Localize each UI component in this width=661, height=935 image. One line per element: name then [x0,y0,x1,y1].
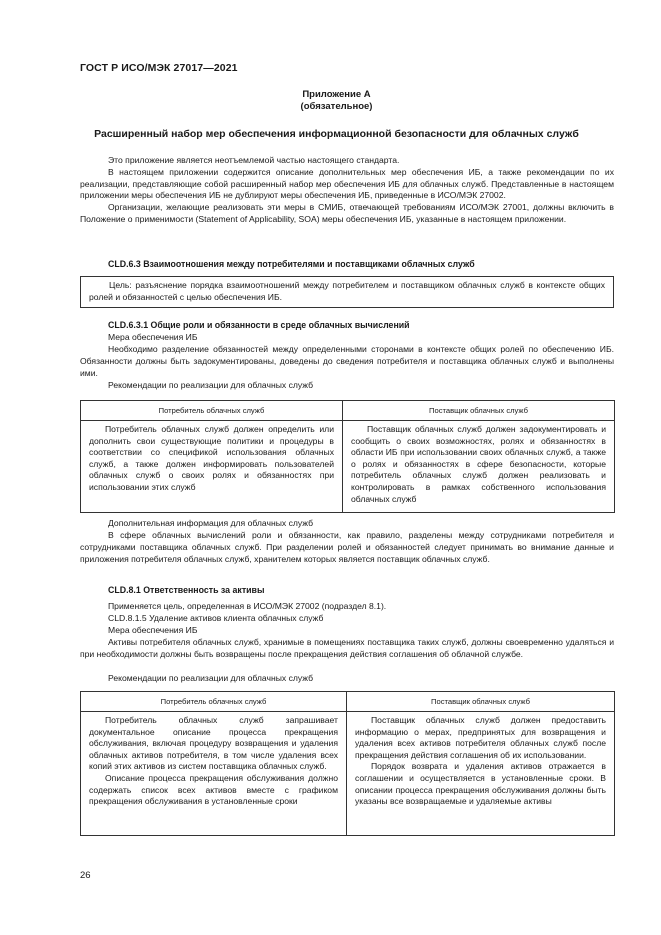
goal-box [80,276,614,308]
column-header-provider: Поставщик облачных служб [347,692,615,712]
appendix-subtitle: (обязательное) [300,101,373,112]
cell-paragraph: Потребитель облачных служб должен определить или дополнить свои существующие политики и процедуры в соответствии со спецификой использования облачных служб, а также должен информировать пользователей облачных служб о своих ролях и обязанностях при использовании этих служб [89,424,334,492]
provider-cell [347,712,615,836]
intro-paragraph: Это приложение является неотъемлемой частью настоящего стандарта. [108,155,400,165]
recommendations-label: Рекомендации по реализации для облачных служб [108,380,314,390]
appendix-title: Приложение А [302,89,371,100]
extra-info-paragraph: В сфере облачных вычислений роли и обязанности, как правило, разделены между сотрудниками потребителя и сотрудниками поставщика облачных служб. При разделении ролей и обязанностей следует принимать во внимание данные и приложения потребителя облачных служб, хранителем которых является поставщик облачных служб. [80,530,614,564]
section-heading-cld-6-3: CLD.6.3 Взаимоотношения между потребителями и поставщиками облачных служб [108,259,475,269]
recommendations-label: Рекомендации по реализации для облачных служб [108,673,314,683]
measure-text [80,637,614,661]
applies-text: Применяется цель, определенная в ИСО/МЭК 27002 (подраздел 8.1). [108,601,387,611]
column-header-consumer: Потребитель облачных служб [81,692,347,712]
cell-paragraph: Порядок возврата и удаления активов отражается в соглашении и осуществляется в установленные сроки. В описании процесса прекращения обслуживания должны быть указаны все возвращаемые и удаляемые активы [355,761,606,807]
consumer-cell [81,421,343,513]
section-heading-cld-8-1: CLD.8.1 Ответственность за активы [108,585,265,595]
cell-paragraph: Поставщик облачных служб должен задокументировать и сообщить о своих возможностях, ролях и обязанностях в области ИБ при использовании своих облачных служб, а также о ролях и обязанностях в сфере безопасности, которые потребитель облачных служб должен реализовать и контролировать в рамках собственного использования облачных служб [351,424,606,504]
appendix-heading: Расширенный набор мер обеспечения информационной безопасности для облачных служб [94,128,579,140]
intro-paragraph: В настоящем приложении содержится описание дополнительных мер обеспечения ИБ, а также рекомендации по их реализации, представляющие собой расширенный набор мер обеспечения ИБ для облачных служб. Представленные в настоящем приложении меры обеспечения ИБ не дублируют меры обеспечения ИБ, приведенные в ИСО/МЭК 27002. [80,166,614,201]
cell-paragraph: Описание процесса прекращения обслуживания должно содержать список всех активов вместе с графиком прекращения обслуживания в установленные сроки [89,772,338,807]
section-heading-cld-6-3-1: CLD.6.3.1 Общие роли и обязанности в среде облачных вычислений [108,320,410,330]
cell-paragraph: Потребитель облачных служб запрашивает документальное описание процесса прекращения обслуживания, включая процедуру возвращения и удаления облачных активов потребителя, в том числе удаления всех копий этих активов из систем поставщика облачных служб. [89,715,338,772]
intro-paragraph: Организации, желающие реализовать эти меры в СМИБ, отвечающей требованиям ИСО/МЭК 27001, должны включить в Положение о применимости (Statement of Applicability, SOA) меры обеспечения ИБ, указанные в настоящем приложении. [80,202,614,224]
column-header-consumer: Потребитель облачных служб [81,401,343,421]
intro-text [80,155,614,226]
consumer-cell [81,712,347,836]
extra-info-label: Дополнительная информация для облачных служб [108,518,314,528]
column-header-provider: Поставщик облачных служб [343,401,615,421]
provider-cell [343,421,615,513]
page-number: 26 [80,870,91,881]
cell-paragraph: Поставщик облачных служб должен предоставить информацию о мерах, предпринятых для возвращения и удаления всех активов потребителя облачных служб после прекращения действия соглашения об их использовании. [355,715,606,760]
extra-info-text [80,530,614,565]
measure-paragraph: Необходимо разделение обязанностей между определенными сторонами в контексте общих ролей по обеспечению ИБ. Обязанности должны быть задокументированы, доведены до сведения потребителя и поставщика облачных служб и выполнены ими. [80,344,614,378]
measure-text [80,344,614,379]
measure-paragraph: Активы потребителя облачных служб, хранимые в помещениях поставщика таких служб, должны своевременно удаляться и при необходимости должны быть возвращены после прекращения действия соглашения об облачной службе. [80,637,614,659]
goal-text: Цель: разъяснение порядка взаимоотношений между потребителем и поставщиком облачных служб в контексте общих ролей и обязанностей с целью обеспечения ИБ. [89,280,605,302]
recommendations-table-1 [80,400,615,513]
measure-label: Мера обеспечения ИБ [108,332,198,342]
measure-label: Мера обеспечения ИБ [108,625,198,635]
document-code: ГОСТ Р ИСО/МЭК 27017—2021 [80,62,238,74]
subsection-heading-cld-8-1-5: CLD.8.1.5 Удаление активов клиента облачных служб [108,613,324,623]
recommendations-table-2 [80,691,615,836]
